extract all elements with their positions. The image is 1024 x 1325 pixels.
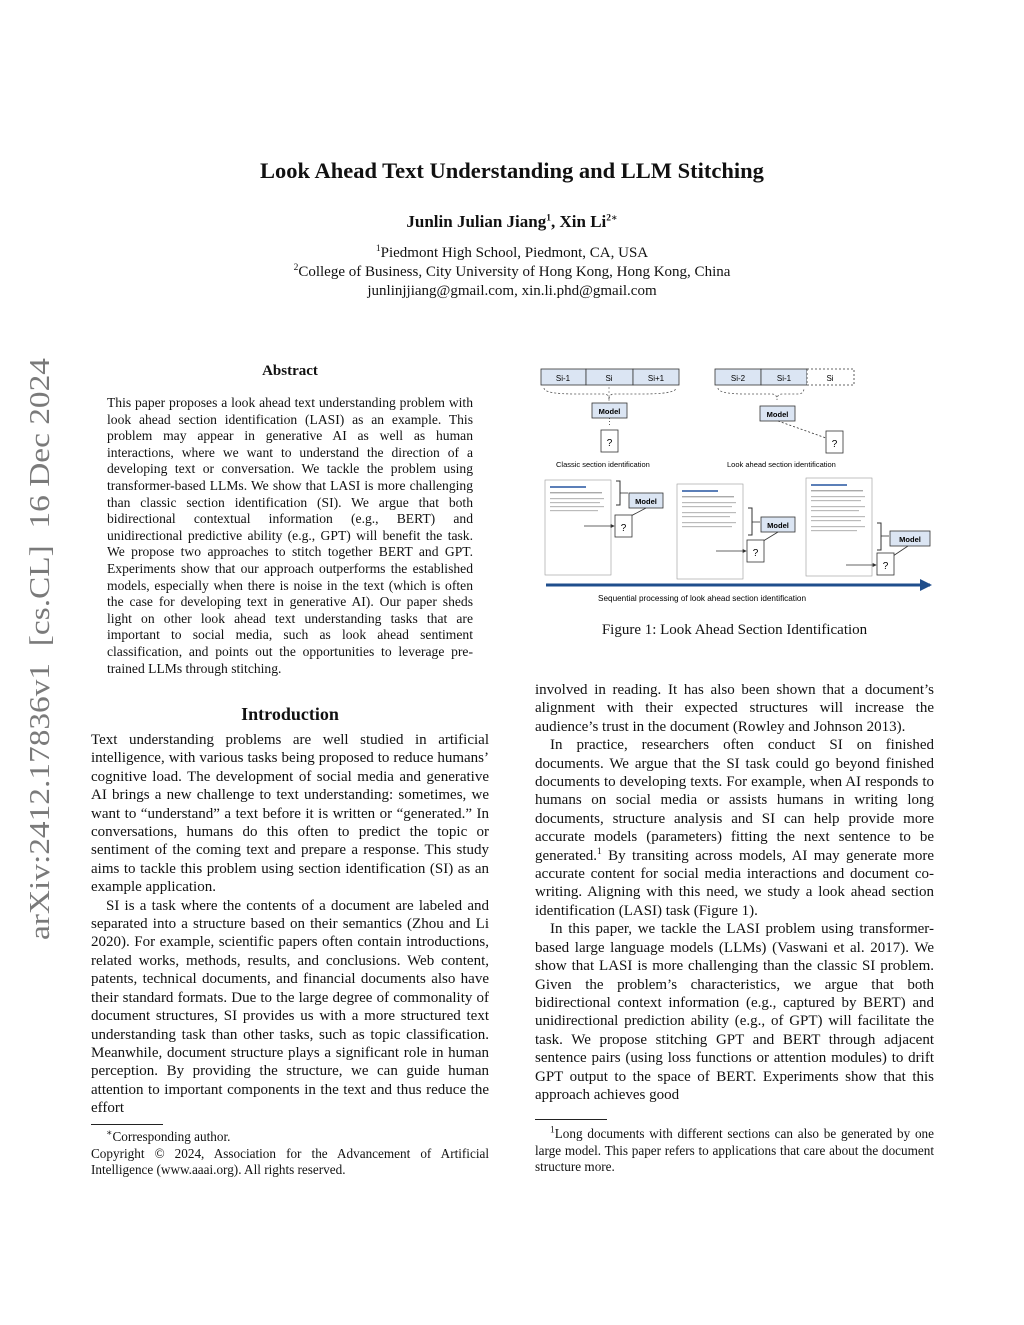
footnote-1 [535,1126,934,1176]
affiliation-2 [0,263,1024,282]
lookahead-box-prev: Si-1 [776,374,792,383]
right-p2-footnote-mark: 1 [597,846,602,857]
footnote-rule-right [535,1119,607,1120]
corresponding-mark: ∗ [106,1128,113,1139]
document-thumbnail-3 [806,478,872,576]
right-p2-before: In practice, researchers often conduct SI on finished documents. We argue that the SI task could go beyond finished documents to developing texts. For example, when AI responds to humans on social media or assists humans in writing long documents, structure analysis and SI can help provide more accurate models (parameters) fitting the next sentence to be generated. [535,737,934,864]
author-line [0,212,1024,232]
corresponding-author-note [91,1129,489,1146]
intro-paragraph-1: Text understanding problems are well studied in artificial intelligence, with various tasks being proposed to reduce humans’ cognitive load. The development of social media and generative AI brings a new challenge to text understanding: sometimes, we want to “understand” a text before it is written or “generated.” In conversations, humans do this often to predict the topic or sentiment of the coming text and prepare a response. This study aims to tackle this problem using section identification (SI) as an example application. [91,732,489,896]
affiliation-1-text: Piedmont High School, Piedmont, CA, USA [380,245,649,261]
right-paragraph-1: involved in reading. It has also been shown that a document’s alignment with their expected structures will increase the audience’s trust in the document (Rowley and Johnson 2013). [535,682,934,735]
lookahead-question: ? [831,439,838,450]
author-2: Xin Li [559,212,607,231]
doc2-question: ? [752,548,759,559]
doc3-question: ? [882,561,889,572]
intro-paragraph-2: SI is a task where the contents of a document are labeled and separated into a structure based on their semantics (Zhou and Li 2020). For example, scientific papers often contain introductions, related works, methods, results, and conclusions. Web content, patents, technical documents, and financial documents also have their standard formats. Due to the large degree of commonality of document structures, SI provides us with a more structured text understanding task than other tasks, such as topic classification. Meanwhile, document structure plays a significant role in human perception. By providing the structure, we can guide human attention to important components in the text and thus reduce the effort [91,897,489,1117]
classic-si-label: Classic section identification [556,460,650,469]
right-p2-after: By transiting across models, AI may generate more accurate content for social media interactions and document co-writing. Aligning with this need, we study a look ahead section identification (LASI) task (Figure 1). [535,847,934,919]
right-paragraph-3: In this paper, we tackle the LASI problem using transformer-based large language models (LLMs) (Vaswani et al. 2017). We show that LASI is more challenging than the classic SI problem. Given the problem’s characteristics, we argue that both bidirectional context information (e.g., captured by BERT) and unidirectional prediction ability (e.g., of GPT) will facilitate the task. We propose stitching GPT and BERT through adjacent sentence pairs (using loss functions or attention modules) to drift GPT output to the space of BERT. Experiments show that this approach achieves good [535,921,934,1103]
classic-section-boxes [541,369,679,385]
affiliation-2-mark: 2 [293,263,299,273]
affiliation-1-mark: 1 [375,244,381,254]
lookahead-section-boxes [715,369,854,385]
document-thumbnail-2 [677,484,743,579]
figure-1 [536,360,934,608]
classic-question: ? [606,438,613,449]
classic-model-label: Model [598,407,621,416]
abstract-body: This paper proposes a look ahead text understanding problem with look ahead section identification (LASI) as an example. This problem may appear in generative AI as well as human interactions, where we want to understand the direction of a developing text or conversation. We tackle the problem using transformer-based LLMs. We show that LASI is more challenging than classic section identification (SI). We argue that both bidirectional contextual information (e.g., BERT) and unidirectional predictive ability (e.g., GPT) will benefit the task. We propose two approaches to stitch together BERT and GPT. Experiments show that our approach outperforms the established models, especially when there is noise in the text (which is often the case for developing text in generative AI). Our paper sheds light on other look ahead text understanding tasks that are important to social media, such as look ahead sentiment classification, and points out the opportunities to leverage pre-trained LLMs through stitching. [107,395,473,676]
arxiv-id-text: arXiv:2412.17836v1 [cs.CL] 16 Dec 2024 [25,442,56,940]
lookahead-box-current: Si [826,374,834,383]
figure-1-caption: Figure 1: Look Ahead Section Identification [601,622,868,638]
arxiv-identifier [4,355,64,940]
right-paragraph-2 [535,736,934,920]
introduction-heading: Introduction [241,704,339,724]
affiliation-2-text: College of Business, City University of Hong Kong, Hong Kong, China [298,264,731,280]
doc1-model-label: Model [635,497,657,506]
abstract-heading: Abstract [262,363,318,379]
footnote-1-mark: 1 [550,1125,555,1136]
doc3-model-label: Model [899,535,921,544]
paper-title: Look Ahead Text Understanding and LLM Stitching [260,158,764,183]
lookahead-si-label: Look ahead section identification [727,460,836,469]
doc2-model-label: Model [767,521,789,530]
classic-box-next: Si+1 [647,374,665,383]
footnote-rule [91,1124,163,1125]
author-1-mark: 1 [546,213,551,224]
classic-box-prev: Si-1 [555,374,571,383]
copyright-note: Copyright © 2024, Association for the Advancement of Artificial Intelligence (www.aaai.org). All rights reserved. [91,1145,489,1177]
left-footnotes [91,1124,489,1179]
footnote-1-text: Long documents with different sections can also be generated by one large model. This paper refers to applications that care about the document structure more. [535,1126,934,1174]
affiliation-1 [0,244,1024,263]
introduction-body [91,731,489,1118]
author-1: Junlin Julian Jiang [406,212,547,231]
right-column-body [535,681,934,1104]
doc1-question: ? [620,523,627,534]
sequential-label: Sequential processing of look ahead section identification [598,594,807,603]
classic-box-current: Si [605,374,613,383]
author-separator: , [550,212,560,231]
right-footnote [535,1119,934,1176]
author-2-mark: 2∗ [606,213,618,224]
document-thumbnail-1 [545,480,611,575]
corresponding-text: Corresponding author. [112,1129,231,1144]
lookahead-model-label: Model [766,410,789,419]
author-emails: junlinjjiang@gmail.com, xin.li.phd@gmail.com [367,283,657,299]
lookahead-box-prev2: Si-2 [730,374,746,383]
